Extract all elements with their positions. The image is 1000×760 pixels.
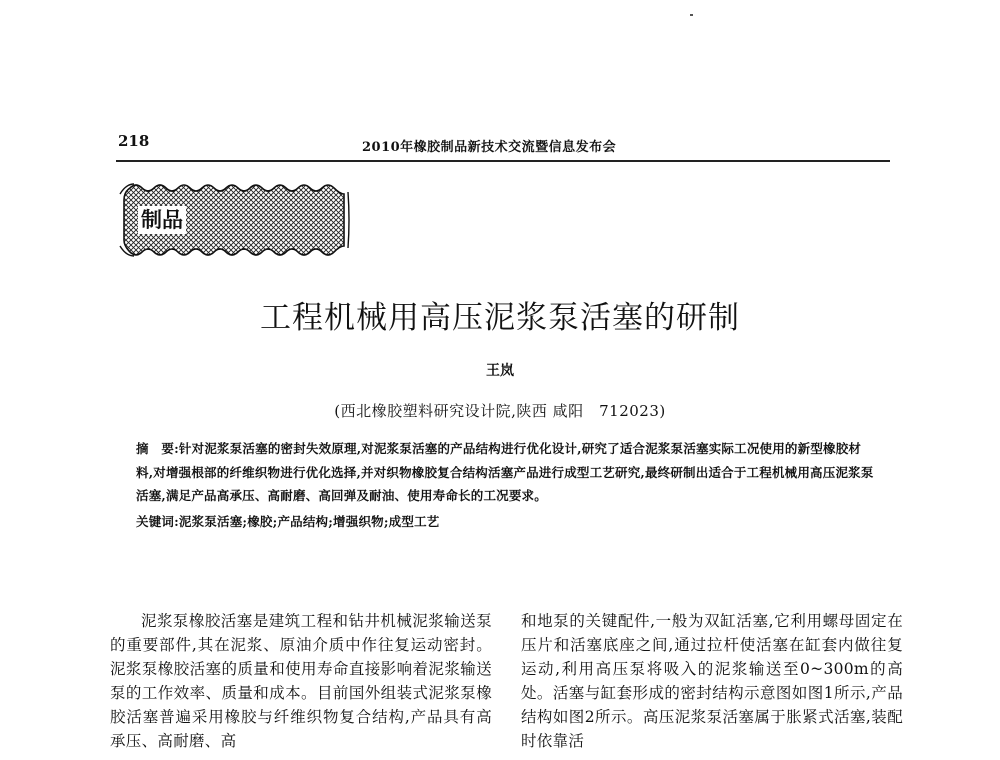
body-column-left (110, 609, 492, 753)
scan-speck (690, 14, 693, 16)
abstract-text: 摘 要:针对泥浆泵活塞的密封失效原理,对泥浆泵活塞的产品结构进行优化设计,研究了适合泥浆泵活塞实际工况使用的新型橡胶材料,对增强根部的纤维织物进行优化选择,并对织物橡胶复合结构活塞产品进行成型工艺研究,最终研制出适合于工程机械用高压泥浆泵活塞,满足产品高承压、高耐磨、高回弹及耐油、使用寿命长的工况要求。 (136, 441, 874, 503)
author-affiliation: (西北橡胶塑料研究设计院,陕西 咸阳 712023) (334, 402, 666, 420)
keywords-text: 关键词:泥浆泵活塞;橡胶;产品结构;增强织物;成型工艺 (136, 513, 440, 529)
section-badge-label: 制品 (138, 206, 186, 234)
running-header: 2010年橡胶制品新技术交流暨信息发布会 (362, 140, 617, 155)
abstract-block (136, 437, 876, 533)
body-column-right (521, 609, 903, 753)
article-title: 工程机械用高压泥浆泵活塞的研制 (260, 300, 740, 336)
header-rule (116, 160, 890, 162)
page-number: 218 (118, 132, 150, 150)
body-paragraph-left: 泥浆泵橡胶活塞是建筑工程和钻井机械泥浆输送泵的重要部件,其在泥浆、原油介质中作往复运动密封。泥浆泵橡胶活塞的质量和使用寿命直接影响着泥浆输送泵的工作效率、质量和成本。目前国外组装式泥浆泵橡胶活塞普遍采用橡胶与纤维织物复合结构,产品具有高承压、高耐磨、高 (110, 612, 492, 750)
body-paragraph-right: 和地泵的关键配件,一般为双缸活塞,它利用螺母固定在压片和活塞底座之间,通过拉杆使活塞在缸套内做往复运动,利用高压泵将吸入的泥浆输送至0~300m的高处。活塞与缸套形成的密封结构示意图如图1所示,产品结构如图2所示。高压泥浆泵活塞属于胀紧式活塞,装配时依靠活 (521, 612, 903, 750)
author-name: 王岚 (486, 363, 514, 379)
